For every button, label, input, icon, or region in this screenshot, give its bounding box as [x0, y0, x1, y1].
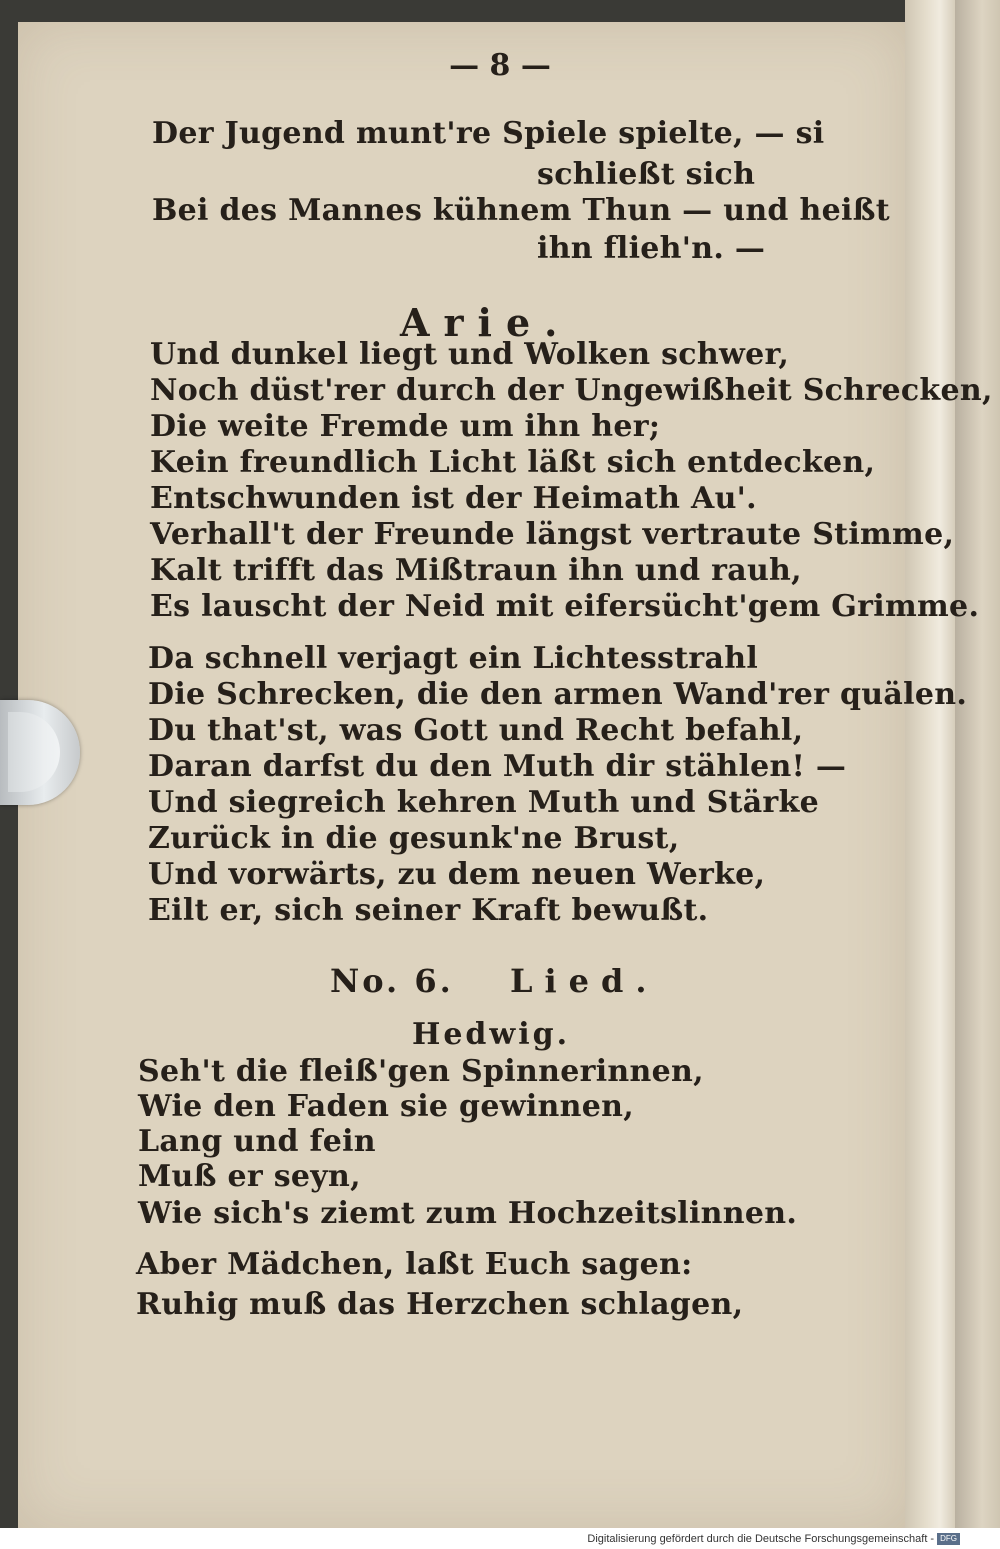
- aria-verse-line: Verhall't der Freunde längst vertraute Stimme,: [150, 517, 955, 552]
- song-heading: Lied.: [510, 962, 659, 1000]
- funding-text: Digitalisierung gefördert durch die Deutsche Forschungsgemeinschaft -: [587, 1533, 935, 1545]
- aria-verse-line: Da schnell verjagt ein Lichtesstrahl: [148, 641, 759, 676]
- song-verse-line: Wie sich's ziemt zum Hochzeitslinnen.: [138, 1196, 798, 1231]
- aria-verse-line: Entschwunden ist der Heimath Au'.: [150, 481, 757, 516]
- aria-verse-line: Zurück in die gesunk'ne Brust,: [148, 821, 680, 856]
- aria-verse-line: Eilt er, sich seiner Kraft bewußt.: [148, 893, 709, 928]
- aria-verse-line: Kalt trifft das Mißtraun ihn und rauh,: [150, 553, 802, 588]
- song-verse-line: Ruhig muß das Herzchen schlagen,: [136, 1287, 744, 1322]
- funding-footer: [587, 1532, 960, 1546]
- intro-line-4: ihn flieh'n. —: [537, 231, 766, 266]
- page-number: — 8 —: [449, 48, 551, 83]
- page-edge: [955, 0, 1000, 1528]
- song-number: No. 6.: [330, 962, 454, 1000]
- aria-verse-line: Du that'st, was Gott und Recht befahl,: [148, 713, 804, 748]
- song-speaker: Hedwig.: [412, 1017, 571, 1052]
- aria-heading: Arie.: [400, 300, 572, 345]
- aria-verse-line: Es lauscht der Neid mit eifersücht'gem Grimme.: [150, 589, 980, 624]
- aria-verse-line: Und siegreich kehren Muth und Stärke: [148, 785, 820, 820]
- aria-verse-line: Die weite Fremde um ihn her;: [150, 409, 661, 444]
- song-verse-line: Muß er seyn,: [138, 1159, 361, 1194]
- aria-verse-line: Daran darfst du den Muth dir stählen! —: [148, 749, 847, 784]
- aria-verse-line: Die Schrecken, die den armen Wand'rer quälen.: [148, 677, 968, 712]
- song-verse-line: Aber Mädchen, laßt Euch sagen:: [136, 1247, 693, 1282]
- aria-verse-line: Noch düst'rer durch der Ungewißheit Schrecken,: [150, 373, 993, 408]
- book-gutter: [905, 0, 955, 1528]
- page-clip-highlight: [8, 712, 60, 792]
- aria-verse-line: Kein freundlich Licht läßt sich entdecken,: [150, 445, 876, 480]
- intro-line-2: schließt sich: [537, 157, 756, 192]
- song-verse-line: Seh't die fleiß'gen Spinnerinnen,: [138, 1054, 704, 1089]
- intro-line-3: Bei des Mannes kühnem Thun — und heißt: [152, 193, 890, 228]
- dfg-logo: DFG: [937, 1533, 960, 1545]
- song-verse-line: Lang und fein: [138, 1124, 376, 1159]
- intro-line-1: Der Jugend munt're Spiele spielte, — si: [152, 116, 825, 151]
- aria-verse-line: Und dunkel liegt und Wolken schwer,: [150, 337, 790, 372]
- song-verse-line: Wie den Faden sie gewinnen,: [138, 1089, 634, 1124]
- aria-verse-line: Und vorwärts, zu dem neuen Werke,: [148, 857, 766, 892]
